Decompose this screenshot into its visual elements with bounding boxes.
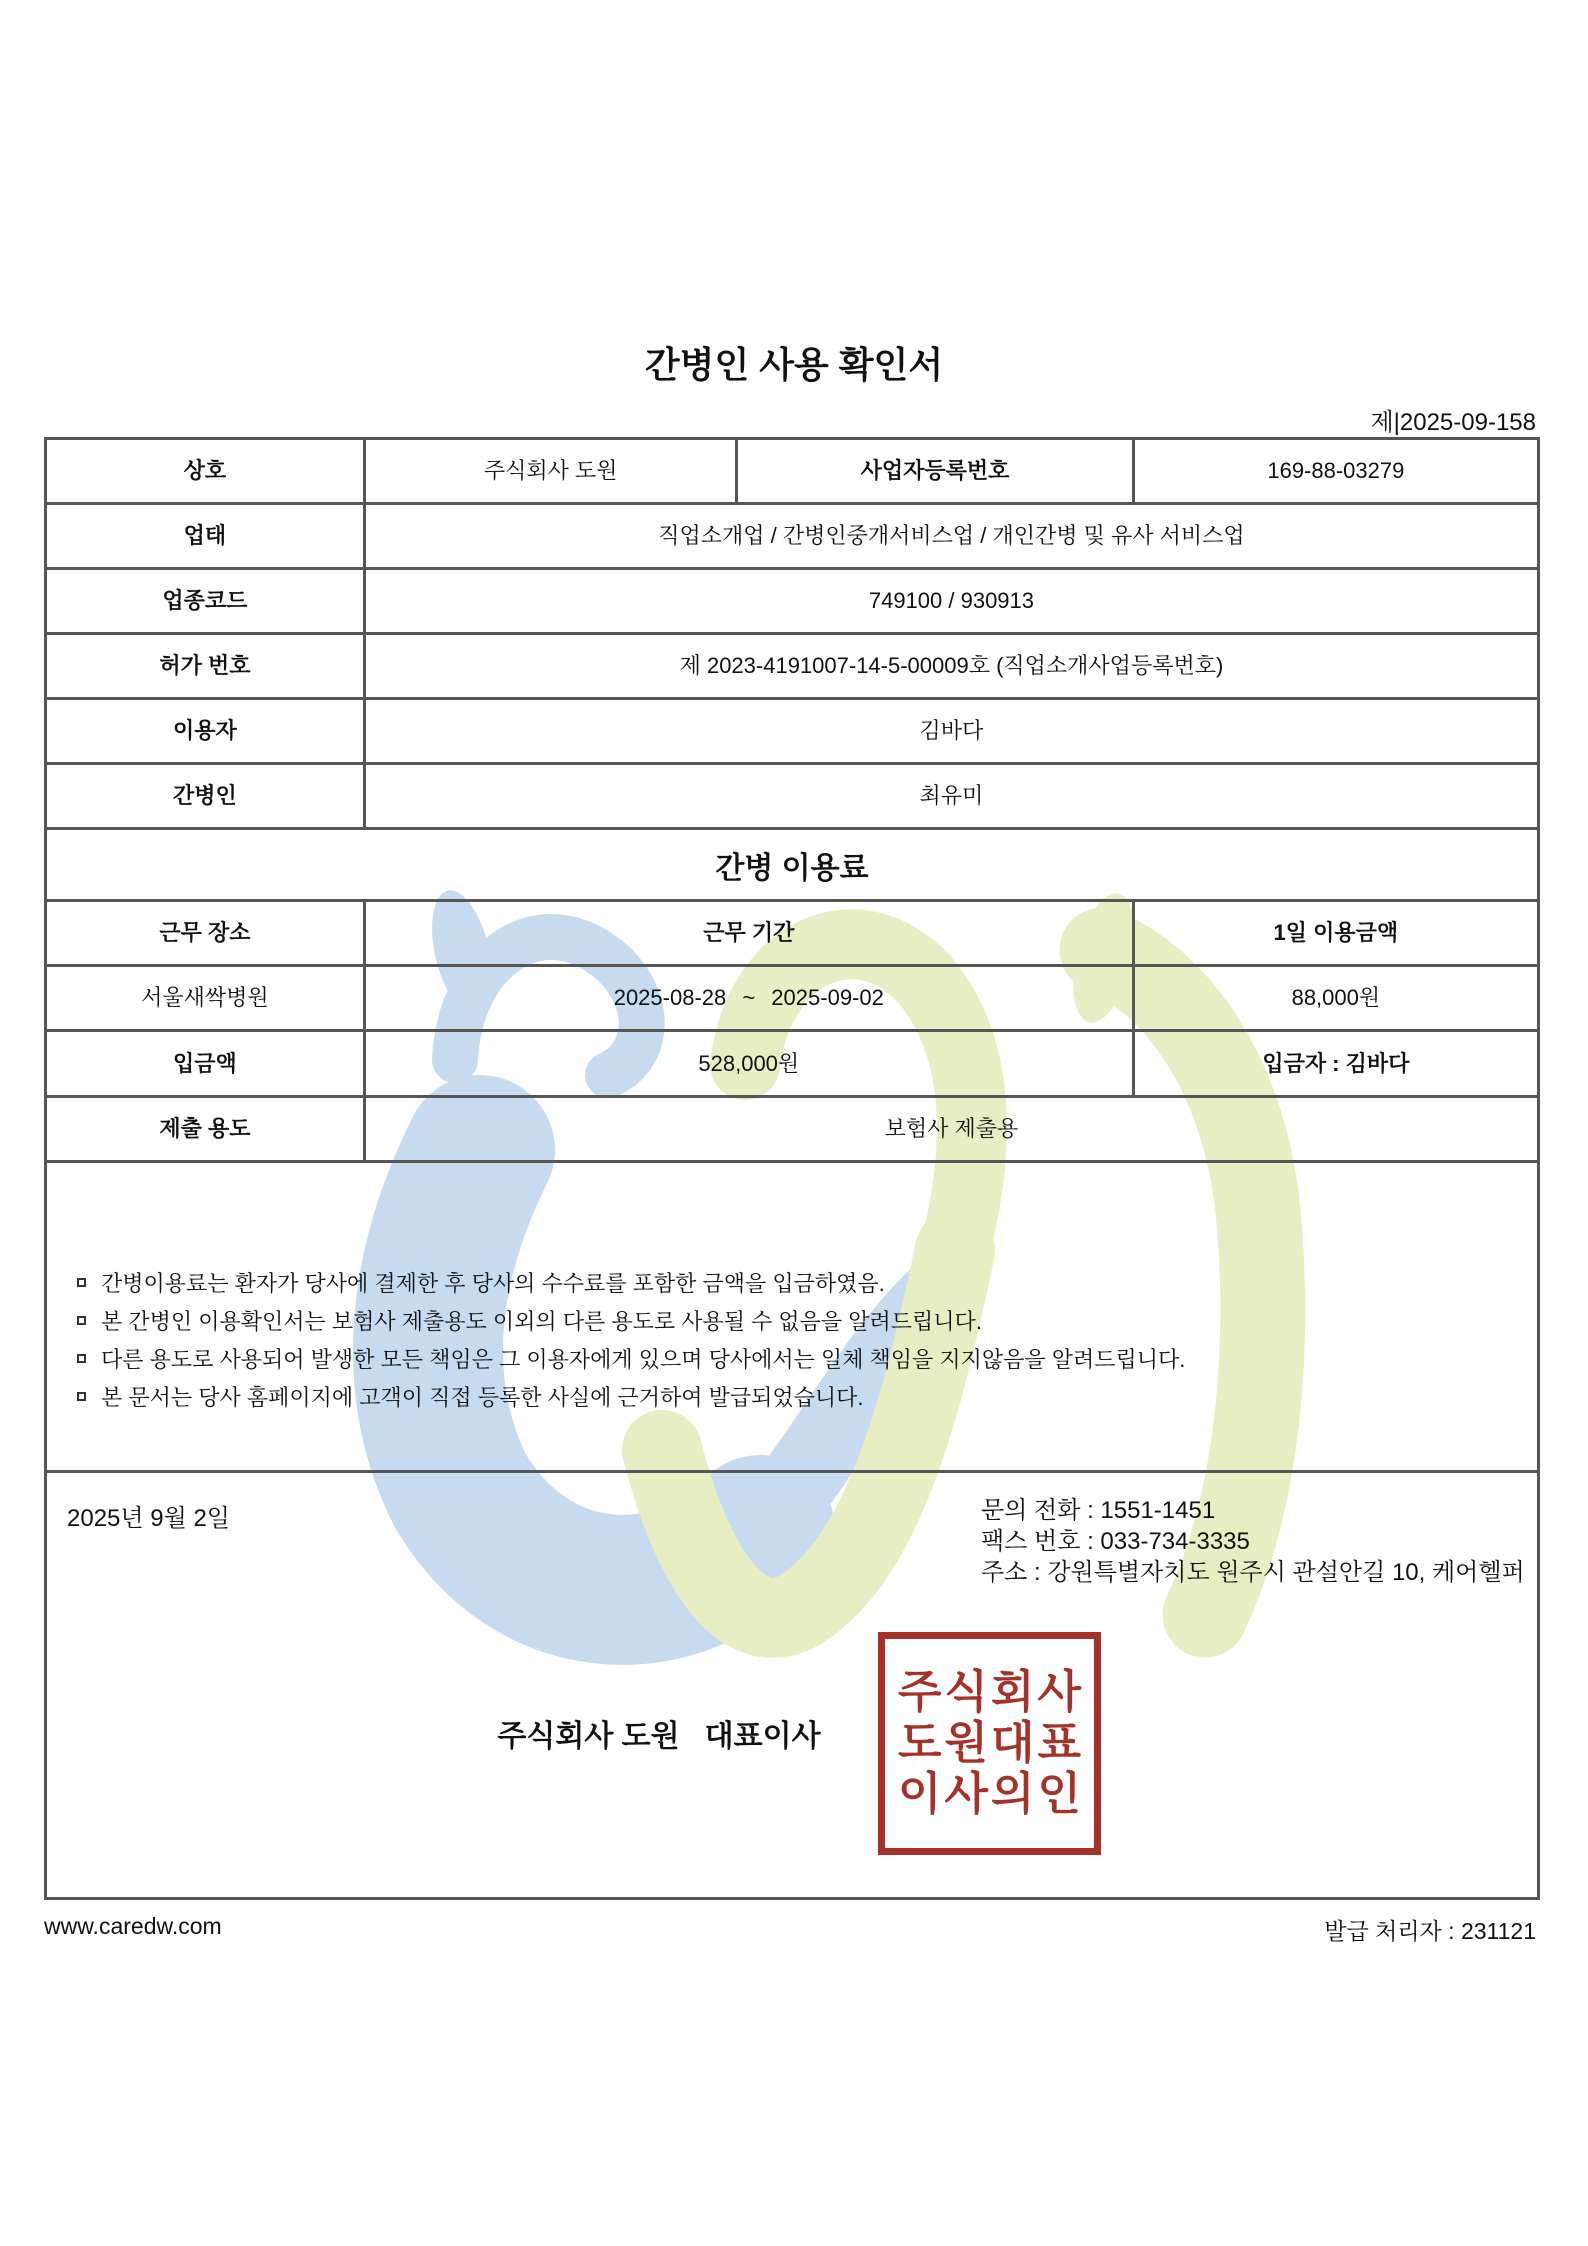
work-period-header: 근무 기간 [363,902,1132,964]
note-text: 간병이용료는 환자가 당사에 결제한 후 당사의 수수료를 포함한 금액을 입금하였음. [101,1270,885,1296]
caregiver-value: 최유미 [363,765,1537,827]
square-bullet-icon [77,1278,86,1287]
table-row [47,700,1537,765]
stamp-line: 도원대표 [898,1717,1084,1769]
note-text: 다른 용도로 사용되어 발생한 모든 책임은 그 이용자에게 있으며 당사에서는 일체 책임을 지지않음을 알려드립니다. [101,1346,1186,1372]
work-period-value: 2025-08-28 ~ 2025-09-02 [363,967,1132,1029]
table-row [47,570,1537,635]
business-type-value: 직업소개업 / 간병인중개서비스업 / 개인간병 및 유사 서비스업 [363,505,1537,567]
company-name-value: 주식회사 도원 [363,440,736,502]
work-place-value: 서울새싹병원 [141,985,269,1011]
note-line [77,1377,1537,1415]
document-number: 제|2025-09-158 [1370,409,1536,436]
company-name-label: 상호 [183,458,227,484]
fee-section-title: 간병 이용료 [47,830,1537,902]
website-url: www.caredw.com [44,1913,222,1939]
stamp-line: 이사의인 [898,1767,1084,1819]
permit-number-label: 허가 번호 [159,653,251,679]
page-title: 간병인 사용 확인서 [644,344,944,385]
contact-info [981,1495,1525,1588]
depositor-value: 입금자 : 김바다 [1132,1032,1537,1095]
footer-section [47,1473,1537,1897]
deposit-row [47,1032,1537,1098]
purpose-row [47,1098,1537,1163]
user-label: 이용자 [173,718,237,744]
fee-data-row [47,967,1537,1032]
table-row [47,765,1537,830]
caregiver-label: 간병인 [173,783,237,809]
industry-code-label: 업종코드 [162,588,248,614]
note-line [77,1263,1537,1301]
business-number-label: 사업자등록번호 [735,440,1131,502]
fee-header-row [47,902,1537,967]
contact-fax: 팩스 번호 : 033-734-3335 [981,1528,1250,1555]
note-line [77,1339,1537,1377]
work-place-header: 근무 장소 [159,920,251,946]
confirmation-table [44,437,1540,1900]
contact-phone: 문의 전화 : 1551-1451 [981,1497,1216,1524]
issuer-id: 발급 처리자 : 231121 [1324,1918,1536,1944]
table-row [47,635,1537,700]
business-type-label: 업태 [183,523,227,549]
notes-section [47,1163,1537,1473]
contact-address: 주소 : 강원특별자치도 원주시 관설안길 10, 케어헬퍼 [981,1559,1525,1586]
purpose-label: 제출 용도 [159,1116,251,1142]
permit-number-value: 제 2023-4191007-14-5-00009호 (직업소개사업등록번호) [363,635,1537,697]
company-signature: 주식회사 도원 대표이사 [497,1720,821,1753]
deposit-label: 입금액 [173,1050,237,1076]
square-bullet-icon [77,1316,86,1325]
corporate-seal-stamp [878,1632,1101,1855]
table-row [47,505,1537,570]
industry-code-value: 749100 / 930913 [363,570,1537,632]
note-text: 본 문서는 당사 홈페이지에 고객이 직접 등록한 사실에 근거하여 발급되었습니다. [101,1384,864,1410]
note-line [77,1301,1537,1339]
deposit-amount: 528,000원 [363,1032,1132,1095]
business-number-value: 169-88-03279 [1132,440,1537,502]
table-row [47,440,1537,505]
square-bullet-icon [77,1392,86,1401]
issue-date: 2025년 9월 2일 [67,1505,230,1532]
note-text: 본 간병인 이용확인서는 보험사 제출용도 이외의 다른 용도로 사용될 수 없음을 알려드립니다. [101,1308,982,1334]
purpose-value: 보험사 제출용 [363,1098,1537,1160]
square-bullet-icon [77,1354,86,1363]
daily-fee-header: 1일 이용금액 [1132,902,1537,964]
user-value: 김바다 [363,700,1537,762]
daily-fee-value: 88,000원 [1132,967,1537,1029]
stamp-line: 주식회사 [898,1666,1084,1718]
